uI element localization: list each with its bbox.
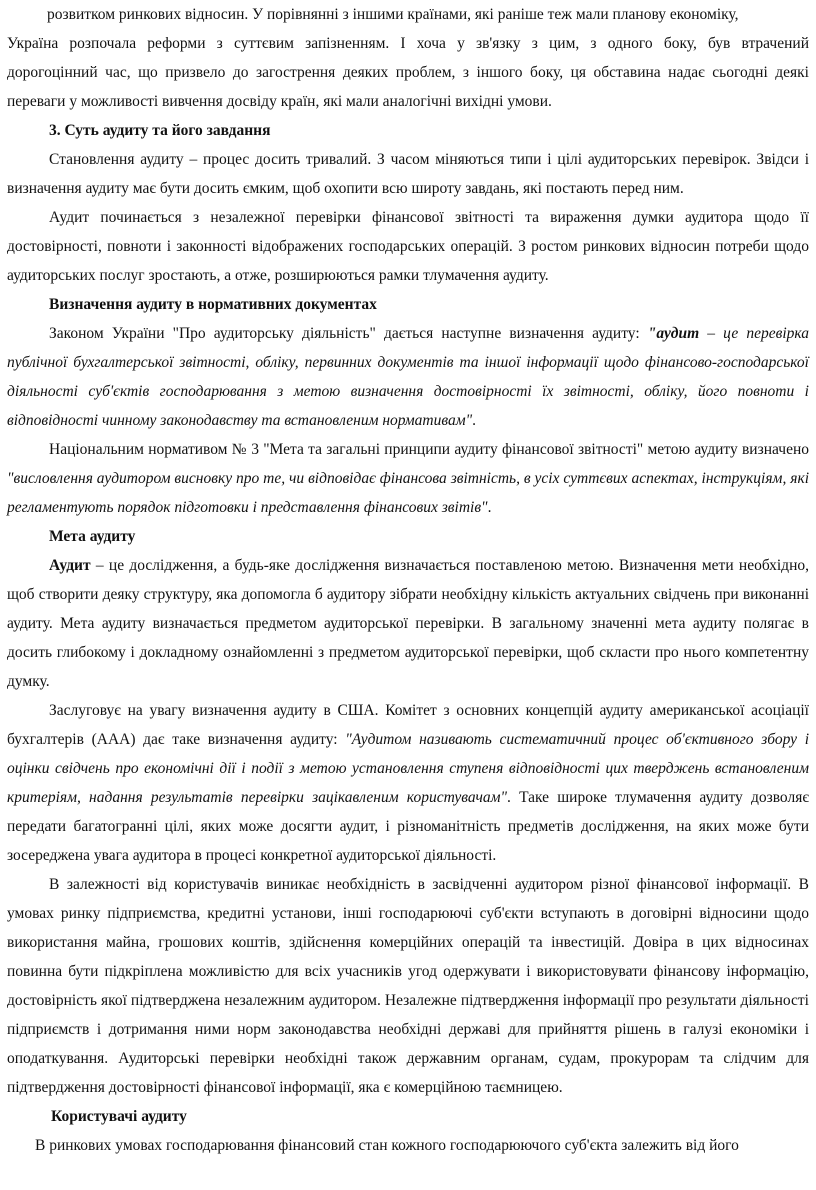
goal-term: Аудит [49, 557, 91, 574]
law-intro-text: Законом України "Про аудиторську діяльність" дається наступне визначення аудиту: [49, 325, 648, 342]
section-heading-definition: Визначення аудиту в нормативних документах [49, 296, 377, 313]
usa-intro-text: Заслуговує на увагу визначення аудиту в США. Комітет з основних концепцій аудиту американської асоціації бухгалтерів (ААА) дає таке визначення аудиту: [7, 702, 809, 748]
paragraph-users-need: В залежності від користувачів виникає необхідність в засвідченні аудитором різної фінансової інформації. В умовах ринку підприємства, кредитні установи, інші господарюючі суб'єкти вступають в договірні відносини щодо використання майна, грошових коштів, здійснення комерційних операцій та інвестицій. Довіра в цих відносинах повинна бути підкріплена можливістю для всіх учасників угод одержувати і використовувати фінансову інформацію, достовірність якої підтверджена незалежним аудитором. Незалежне підтвердження інформації про результати діяльності підприємств і дотримання ними норм законодавства необхідні державі для прийняття рішень в галузі економіки і оподаткування. Аудиторські перевірки необхідні також державним органам, судам, прокурорам та слідчим для підтвердження достовірності фінансової інформації, яка є комерційною таємницею. [7, 876, 809, 1096]
section-heading-goal: Мета аудиту [49, 528, 136, 545]
section-heading-users: Користувачі аудиту [51, 1108, 187, 1125]
usa-quote: "Аудитом називають систематичний процес об'єктивного збору і оцінки свідчень про економічні дії і події з метою установлення ступеня відповідності цих тверджень встановленим критеріям, надання результатів перевірки зацікавленим користувачам" [7, 731, 809, 806]
paragraph-formation: Становлення аудиту – процес досить тривалий. З часом міняються типи і цілі аудиторських перевірок. Звідси і визначення аудиту має бути досить ємким, щоб охопити всю широту завдань, які постають перед ним. [7, 151, 809, 197]
goal-text: – це дослідження, а будь-яке дослідження визначається поставленою метою. Визначення мети необхідно, щоб створити деяку структуру, яка допомогла б аудитору зібрати необхідну кількість актуальних свідчень при виконанні аудиту. Мета аудиту визначається предметом аудиторської перевірки. В загальному значенні мета аудиту полягає в досить глибокому і докладному ознайомленні з предметом аудиторської перевірки, щоб скласти про нього компетентну думку. [7, 557, 809, 690]
intro-line-2: Україна розпочала реформи з суттєвим запізненням. І хоча у зв'язку з цим, з одного боку, був втрачений [7, 35, 809, 52]
intro-paragraph [7, 0, 809, 116]
standard-end-punct: . [487, 499, 492, 516]
usa-rest-text: . Таке широке тлумачення аудиту дозволяє передати багатогранні цілі, яких може досягти аудит, і різноманітність предметів дослідження, на яких може бути зосереджена увага аудитора в процесі конкретної аудиторської діяльності. [7, 789, 809, 864]
law-term: "аудит [647, 325, 700, 342]
intro-line-3: дорогоцінний час, що призвело до загострення деяких проблем, з іншого боку, ця обставина надає сьогодні деякі [7, 64, 809, 81]
law-definition-text: – це перевірка публічної бухгалтерської звітності, обліку, первинних документів та іншої інформації щодо фінансово-господарської діяльності суб'єктів господарювання з метою визначення достовірності їх звітності, обліку, його повноти і відповідності чинному законодавству та встановленим нормативам" [7, 325, 809, 429]
paragraph-law-definition [7, 319, 809, 435]
paragraph-audit-begins: Аудит починається з незалежної перевірки фінансової звітності та вираження думки аудитора щодо її достовірності, повноти і законності відображених господарських операцій. З ростом ринкових відносин потреби щодо аудиторських послуг зростають, а отже, розширюються рамки тлумачення аудиту. [7, 209, 809, 284]
paragraph-usa-definition [7, 696, 809, 870]
paragraph-national-standard [7, 435, 809, 522]
standard-intro-text: Національним нормативом № 3 "Мета та загальні принципи аудиту фінансової звітності" метою аудиту визначено [49, 441, 809, 458]
intro-line-4: переваги у можливості вивчення досвіду країн, які мали аналогічні вихідні умови. [7, 93, 552, 110]
section-heading-essence: 3. Суть аудиту та його завдання [49, 122, 271, 139]
standard-quote: "висловлення аудитором висновку про те, чи відповідає фінансова звітність, в усіх суттєвих аспектах, інструкціям, які регламентують порядок підготовки і представлення фінансових звітів" [7, 470, 809, 516]
intro-line-1: розвитком ринкових відносин. У порівнянні з іншими країнами, які раніше теж мали планову економіку, [47, 6, 739, 23]
law-end-punct: . [472, 412, 476, 429]
paragraph-goal [7, 551, 809, 696]
paragraph-market-conditions: В ринкових умовах господарювання фінансовий стан кожного господарюючого суб'єкта залежить від його [35, 1137, 739, 1154]
